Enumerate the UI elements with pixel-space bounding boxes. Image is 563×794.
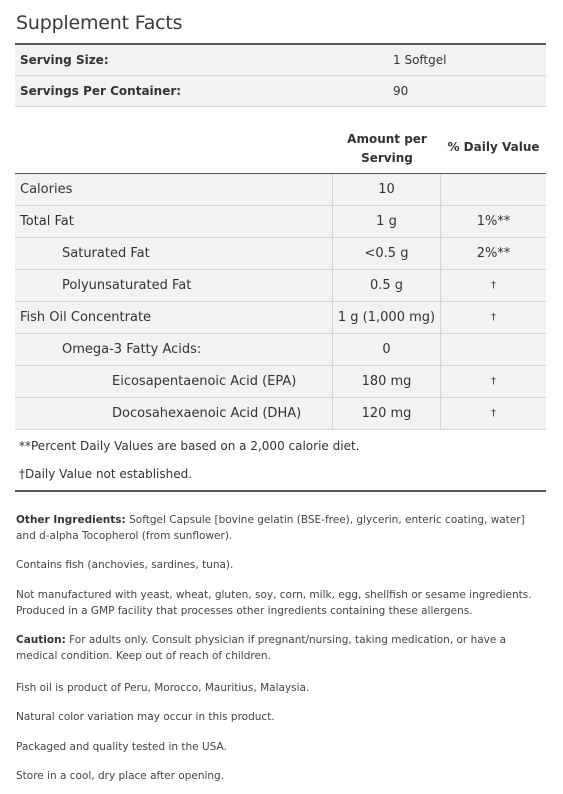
table-row	[15, 398, 546, 430]
allergen-statement: Not manufactured with yeast, wheat, gluten, soy, corn, milk, egg, shellfish or sesame ingredients. Produced in a GMP facility that processes other ingredients containing these allergens.	[16, 589, 532, 617]
nutrient-dv: †	[441, 398, 547, 430]
origin-statement: Fish oil is product of Peru, Morocco, Mauritius, Malaysia.	[16, 682, 310, 694]
nutrient-amount: 0	[333, 334, 441, 366]
serving-size-row	[15, 45, 546, 76]
page-title: Supplement Facts	[16, 12, 183, 34]
nutrient-table	[15, 174, 546, 430]
nutrient-name: Saturated Fat	[15, 238, 333, 270]
contains-statement: Contains fish (anchovies, sardines, tuna).	[16, 559, 234, 571]
other-ingredients-label: Other Ingredients:	[16, 514, 126, 526]
nutrient-amount: 180 mg	[333, 366, 441, 398]
column-header	[15, 128, 546, 173]
nutrient-name: Eicosapentaenoic Acid (EPA)	[15, 366, 333, 398]
footnote-dagger: †Daily Value not established.	[19, 467, 193, 481]
servings-per-container-row	[15, 76, 546, 107]
nutrient-amount: 0.5 g	[333, 270, 441, 302]
nutrient-name: Docosahexaenoic Acid (DHA)	[15, 398, 333, 430]
nutrient-dv: †	[441, 366, 547, 398]
daily-value-header: % Daily Value	[447, 140, 540, 154]
amount-header-line2: Serving	[361, 151, 413, 165]
nutrient-dv: †	[441, 302, 547, 334]
other-ingredients	[16, 512, 536, 544]
nutrient-name: Fish Oil Concentrate	[15, 302, 333, 334]
other-ingredients-text: Softgel Capsule [bovine gelatin (BSE-free), glycerin, enteric coating, water] and d-alpha Tocopherol (from sunflower).	[16, 514, 525, 542]
nutrient-dv: 2%**	[441, 238, 547, 270]
servings-per-container-value: 90	[393, 76, 546, 107]
nutrient-amount: <0.5 g	[333, 238, 441, 270]
caution-text: For adults only. Consult physician if pregnant/nursing, taking medication, or have a medical condition. Keep out of reach of children.	[16, 634, 507, 662]
caution-statement	[16, 632, 536, 664]
nutrient-dv	[441, 334, 547, 366]
packaged-statement: Packaged and quality tested in the USA.	[16, 741, 227, 753]
table-row	[15, 366, 546, 398]
servings-per-container-label: Servings Per Container:	[15, 76, 393, 107]
table-row	[15, 206, 546, 238]
nutrient-name: Polyunsaturated Fat	[15, 270, 333, 302]
nutrient-amount: 120 mg	[333, 398, 441, 430]
amount-per-serving-header	[333, 130, 441, 168]
nutrient-name: Total Fat	[15, 206, 333, 238]
table-row	[15, 302, 546, 334]
footnote-percent: **Percent Daily Values are based on a 2,000 calorie diet.	[19, 439, 360, 453]
nutrient-name: Omega-3 Fatty Acids:	[15, 334, 333, 366]
serving-size-label: Serving Size:	[15, 45, 393, 76]
table-row	[15, 174, 546, 206]
table-row	[15, 270, 546, 302]
nutrient-dv: †	[441, 270, 547, 302]
nutrient-amount: 10	[333, 174, 441, 206]
nutrient-amount: 1 g (1,000 mg)	[333, 302, 441, 334]
table-row	[15, 238, 546, 270]
nutrient-name: Calories	[15, 174, 333, 206]
nutrient-amount: 1 g	[333, 206, 441, 238]
serving-table	[15, 45, 546, 107]
nutrient-dv: 1%**	[441, 206, 547, 238]
bottom-rule	[15, 490, 546, 492]
table-row	[15, 334, 546, 366]
caution-label: Caution:	[16, 634, 66, 646]
amount-header-line1: Amount per	[347, 132, 427, 146]
color-statement: Natural color variation may occur in this product.	[16, 711, 275, 723]
storage-statement: Store in a cool, dry place after opening.	[16, 770, 225, 782]
nutrient-dv	[441, 174, 547, 206]
serving-size-value: 1 Softgel	[393, 45, 546, 76]
